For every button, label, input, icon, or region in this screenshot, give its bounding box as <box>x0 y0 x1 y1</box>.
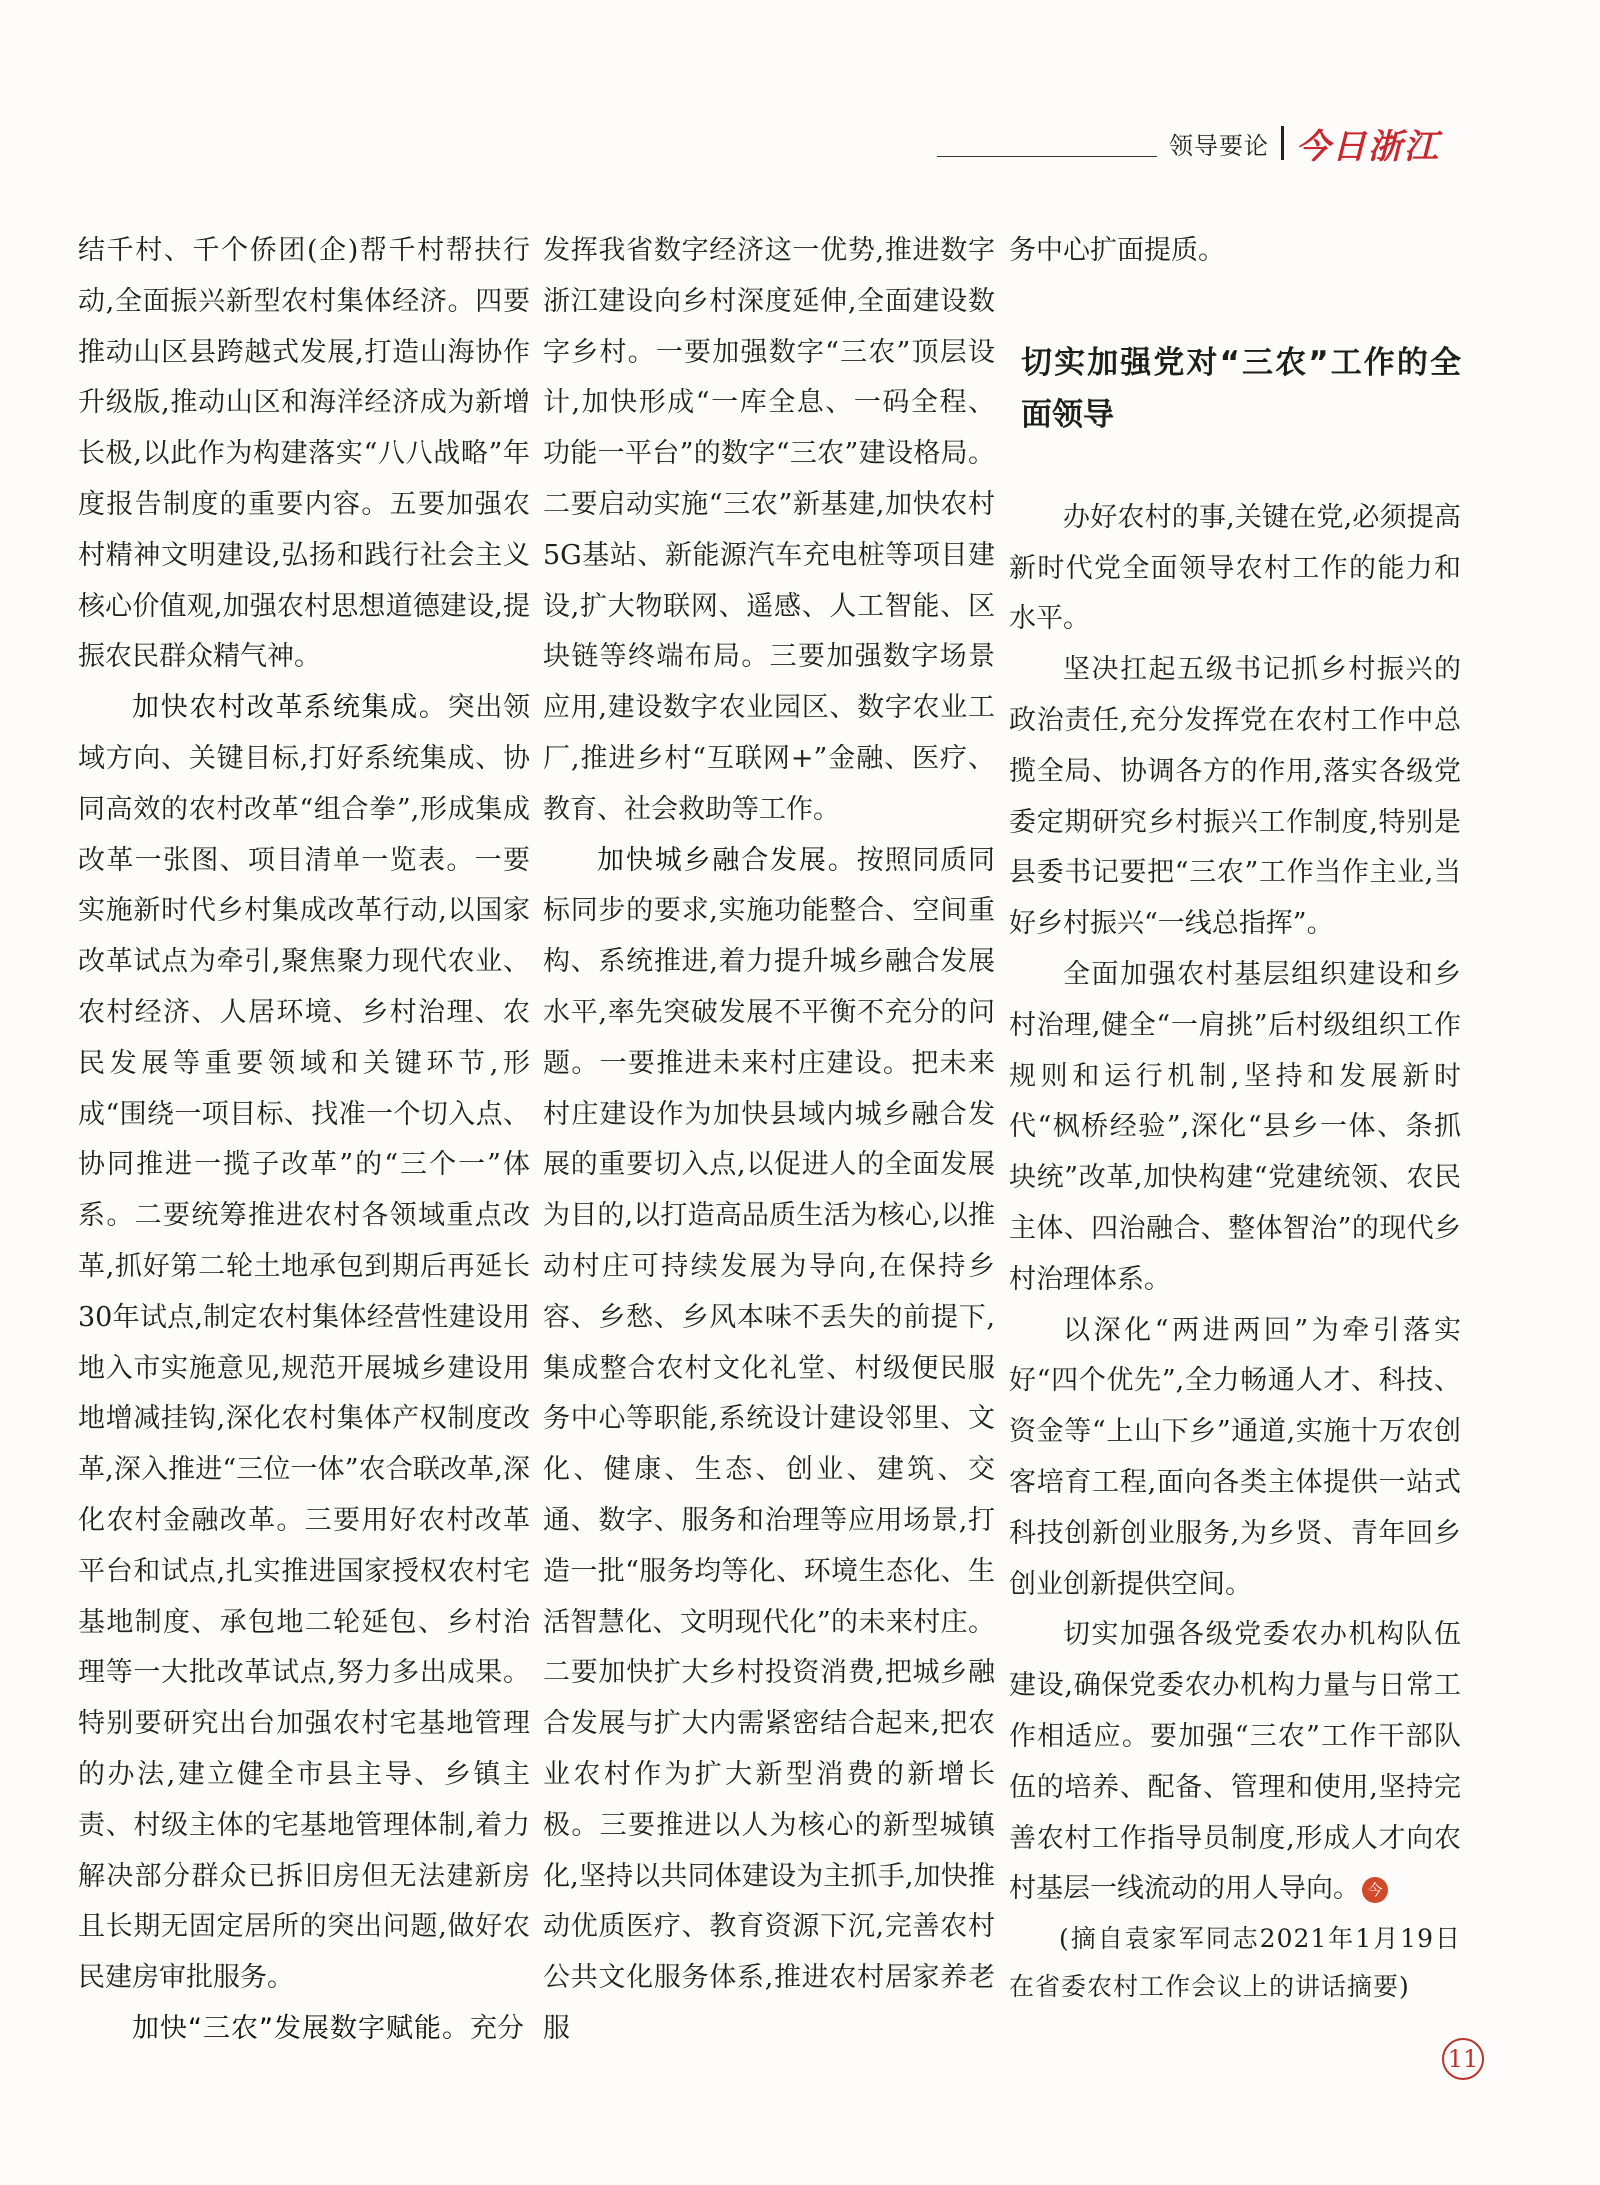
article-end-icon: 今 <box>1362 1877 1388 1903</box>
section-name: 领导要论 <box>1169 131 1269 160</box>
paragraph-body: 切实加强各级党委农办机构队伍建设,确保党委农办机构力量与日常工作相适应。要加强“三农”工作干部队伍的培养、配备、管理和使用,坚持完善农村工作指导员制度,形成人才向农村基层一线流动的用人导向。 <box>1009 1619 1461 1905</box>
header-divider <box>1281 126 1284 160</box>
paragraph: 结千村、千个侨团(企)帮千村帮扶行动,全面振兴新型农村集体经济。四要推动山区县跨越式发展,打造山海协作升级版,推动山区和海洋经济成为新增长极,以此作为构建落实“八八战略”年度报告制度的重要内容。五要加强农村精神文明建设,弘扬和践行社会主义核心价值观,加强农村思想道德建设,提振农民群众精气神。 <box>78 235 530 673</box>
header-rule <box>937 156 1157 157</box>
paragraph: 全面加强农村基层组织建设和乡村治理,健全“一肩挑”后村级组织工作规则和运行机制,坚持和发展新时代“枫桥经验”,深化“县乡一体、条抓块统”改革,加快构建“党建统领、农民主体、四治融合、整体智治”的现代乡村治理体系。 <box>1009 958 1461 1295</box>
page-number: 11 <box>1442 2038 1484 2080</box>
paragraph-body: 按照同质同标同步的要求,实施功能整合、空间重构、系统推进,着力提升城乡融合发展水平,率先突破发展不平衡不充分的问题。一要推进未来村庄建设。把未来村庄建设作为加快县域内城乡融合发展的重要切入点,以促进人的全面发展为目的,以打造高品质生活为核心,以推动村庄可持续发展为导向,在保持乡容、乡愁、乡风本味不丢失的前提下,集成整合农村文化礼堂、村级便民服务中心等职能,系统设计建设邻里、文化、健康、生态、创业、建筑、交通、数字、服务和治理等应用场景,打造一批“服务均等化、环境生态化、生活智慧化、文明现代化”的未来村庄。二要加快扩大乡村投资消费,把城乡融合发展与扩大内需紧密结合起来,把农业农村作为扩大新型消费的新增长极。三要推进以人为核心的新型城镇化,坚持以共同体建设为主抓手,加快推动优质医疗、教育资源下沉,完善农村公共文化服务体系,推进农村居家养老服 <box>543 844 996 2044</box>
page-header <box>937 118 1440 168</box>
section-heading: 切实加强党对“三农”工作的全面领导 <box>1021 344 1461 433</box>
paragraph: 坚决扛起五级书记抓乡村振兴的政治责任,充分发挥党在农村工作中总揽全局、协调各方的作用,落实各级党委定期研究乡村振兴工作制度,特别是县委书记要把“三农”工作当作主业,当好乡村振兴“一线总指挥”。 <box>1009 654 1461 940</box>
source-note: (摘自袁家军同志2021年1月19日在省委农村工作会议上的讲话摘要) <box>1009 1924 1461 2002</box>
article-column-2 <box>543 226 995 2055</box>
paragraph-lead: 加快农村改革系统集成。 <box>132 692 448 724</box>
paragraph: 以深化“两进两回”为牵引落实好“四个优先”,全力畅通人才、科技、资金等“上山下乡”通道,实施十万农创客培育工程,面向各类主体提供一站式科技创新创业服务,为乡贤、青年回乡创业创新提供空间。 <box>1009 1314 1461 1600</box>
paragraph: 发挥我省数字经济这一优势,推进数字浙江建设向乡村深度延伸,全面建设数字乡村。一要加强数字“三农”顶层设计,加快形成“一库全息、一码全程、功能一平台”的数字“三农”建设格局。二要启动实施“三农”新基建,加快农村5G基站、新能源汽车充电桩等项目建设,扩大物联网、遥感、人工智能、区块链等终端布局。三要加强数字场景应用,建设数字农业园区、数字农业工厂,推进乡村“互联网+”金融、医疗、教育、社会救助等工作。 <box>543 235 995 825</box>
paragraph: 办好农村的事,关键在党,必须提高新时代党全面领导农村工作的能力和水平。 <box>1009 501 1461 635</box>
paragraph-lead: 加快城乡融合发展。 <box>597 844 857 876</box>
paragraph <box>78 683 530 2004</box>
paragraph-lead: 加快“三农”发展数字赋能。 <box>132 2012 470 2044</box>
paragraph <box>1009 1610 1461 1915</box>
paragraph-body: 突出领域方向、关键目标,打好系统集成、协同高效的农村改革“组合拳”,形成集成改革一张图、项目清单一览表。一要实施新时代乡村集成改革行动,以国家改革试点为牵引,聚焦聚力现代农业、农村经济、人居环境、乡村治理、农民发展等重要领域和关键环节,形成“围绕一项目标、找准一个切入点、协同推进一揽子改革”的“三个一”体系。二要统筹推进农村各领域重点改革,抓好第二轮土地承包到期后再延长30年试点,制定农村集体经营性建设用地入市实施意见,规范开展城乡建设用地增减挂钩,深化农村集体产权制度改革,深入推进“三位一体”农合联改革,深化农村金融改革。三要用好农村改革平台和试点,扎实推进国家授权农村宅基地制度、承包地二轮延包、乡村治理等一大批改革试点,努力多出成果。特别要研究出台加强农村宅基地管理的办法,建立健全市县主导、乡镇主责、村级主体的宅基地管理体制,着力解决部分群众已拆旧房但无法建新房且长期无固定居所的突出问题,做好农民建房审批服务。 <box>78 692 531 1994</box>
paragraph <box>543 836 995 2055</box>
article-column-3 <box>1009 226 1461 2011</box>
paragraph-body: 充分 <box>469 2012 524 2044</box>
article-column-1 <box>78 226 530 2055</box>
magazine-logo: 今日浙江 <box>1296 126 1440 167</box>
paragraph: 务中心扩面提质。 <box>1009 235 1225 266</box>
paragraph <box>78 2004 530 2055</box>
